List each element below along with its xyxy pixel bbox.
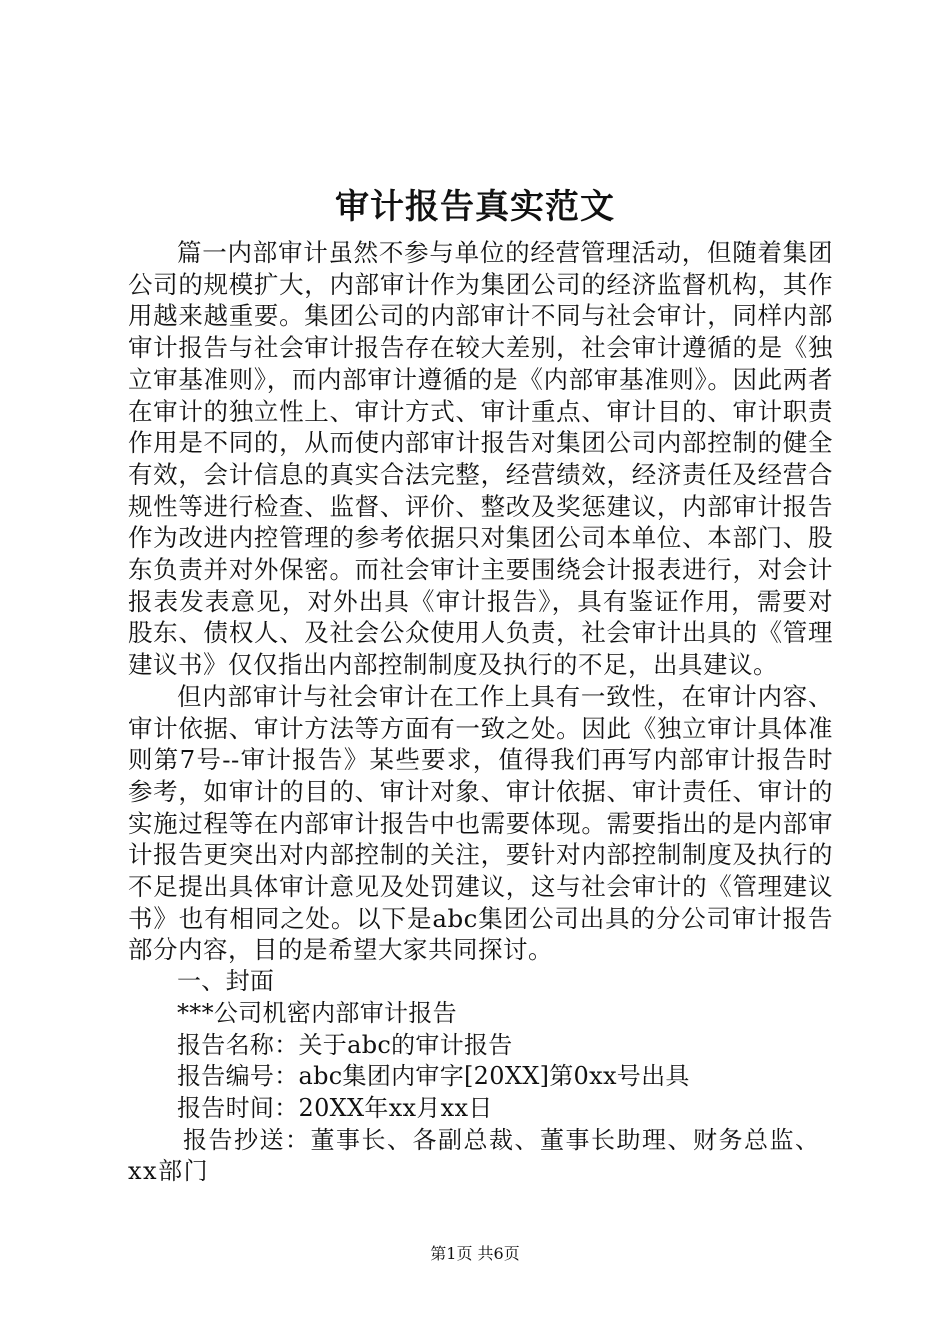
section-heading-cover: 一、封面 [177, 967, 275, 996]
cover-line-report-name: 报告名称：关于abc的审计报告 [177, 1030, 513, 1059]
document-body [128, 237, 833, 1188]
document-title: 审计报告真实范文 [335, 187, 615, 227]
cover-line-confidential: ***公司机密内部审计报告 [177, 998, 457, 1027]
cover-line-cc: 报告抄送：董事长、各副总裁、董事长助理、财务总监、xx部门 [128, 1125, 821, 1186]
cover-line-report-number: 报告编号：abc集团内审字[20XX]第0xx号出具 [177, 1062, 690, 1091]
cover-line-report-date: 报告时间：20XX年xx月xx日 [177, 1093, 493, 1122]
paragraph-2: 但内部审计与社会审计在工作上具有一致性，在审计内容、审计依据、审计方法等方面有一致之处。因此《独立审计具体准则第7号--审计报告》某些要求，值得我们再写内部审计报告时参考，如审计的目的、审计对象、审计依据、审计责任、审计的实施过程等在内部审计报告中也需要体现。需要指出的是内部审计报告更突出对内部控制的关注，要针对内部控制制度及执行的不足提出具体审计意见及处罚建议，这与社会审计的《管理建议书》也有相同之处。以下是abc集团公司出具的分公司审计报告部分内容，目的是希望大家共同探讨。 [128, 681, 833, 965]
paragraph-1: 篇一内部审计虽然不参与单位的经营管理活动，但随着集团公司的规模扩大，内部审计作为集团公司的经济监督机构，其作用越来越重要。集团公司的内部审计不同与社会审计，同样内部审计报告与社会审计报告存在较大差别，社会审计遵循的是《独立审基准则》，而内部审计遵循的是《内部审基准则》。因此两者在审计的独立性上、审计方式、审计重点、审计目的、审计职责作用是不同的，从而使内部审计报告对集团公司内部控制的健全有效，会计信息的真实合法完整，经营绩效，经济责任及经营合规性等进行检查、监督、评价、整改及奖惩建议，内部审计报告作为改进内控管理的参考依据只对集团公司本单位、本部门、股东负责并对外保密。而社会审计主要围绕会计报表进行，对会计报表发表意见，对外出具《审计报告》，具有鉴证作用，需要对股东、债权人、及社会公众使用人负责，社会审计出具的《管理建议书》仅仅指出内部控制制度及执行的不足，出具建议。 [128, 238, 833, 680]
page-number-footer: 第1页 共6页 [430, 1244, 520, 1263]
